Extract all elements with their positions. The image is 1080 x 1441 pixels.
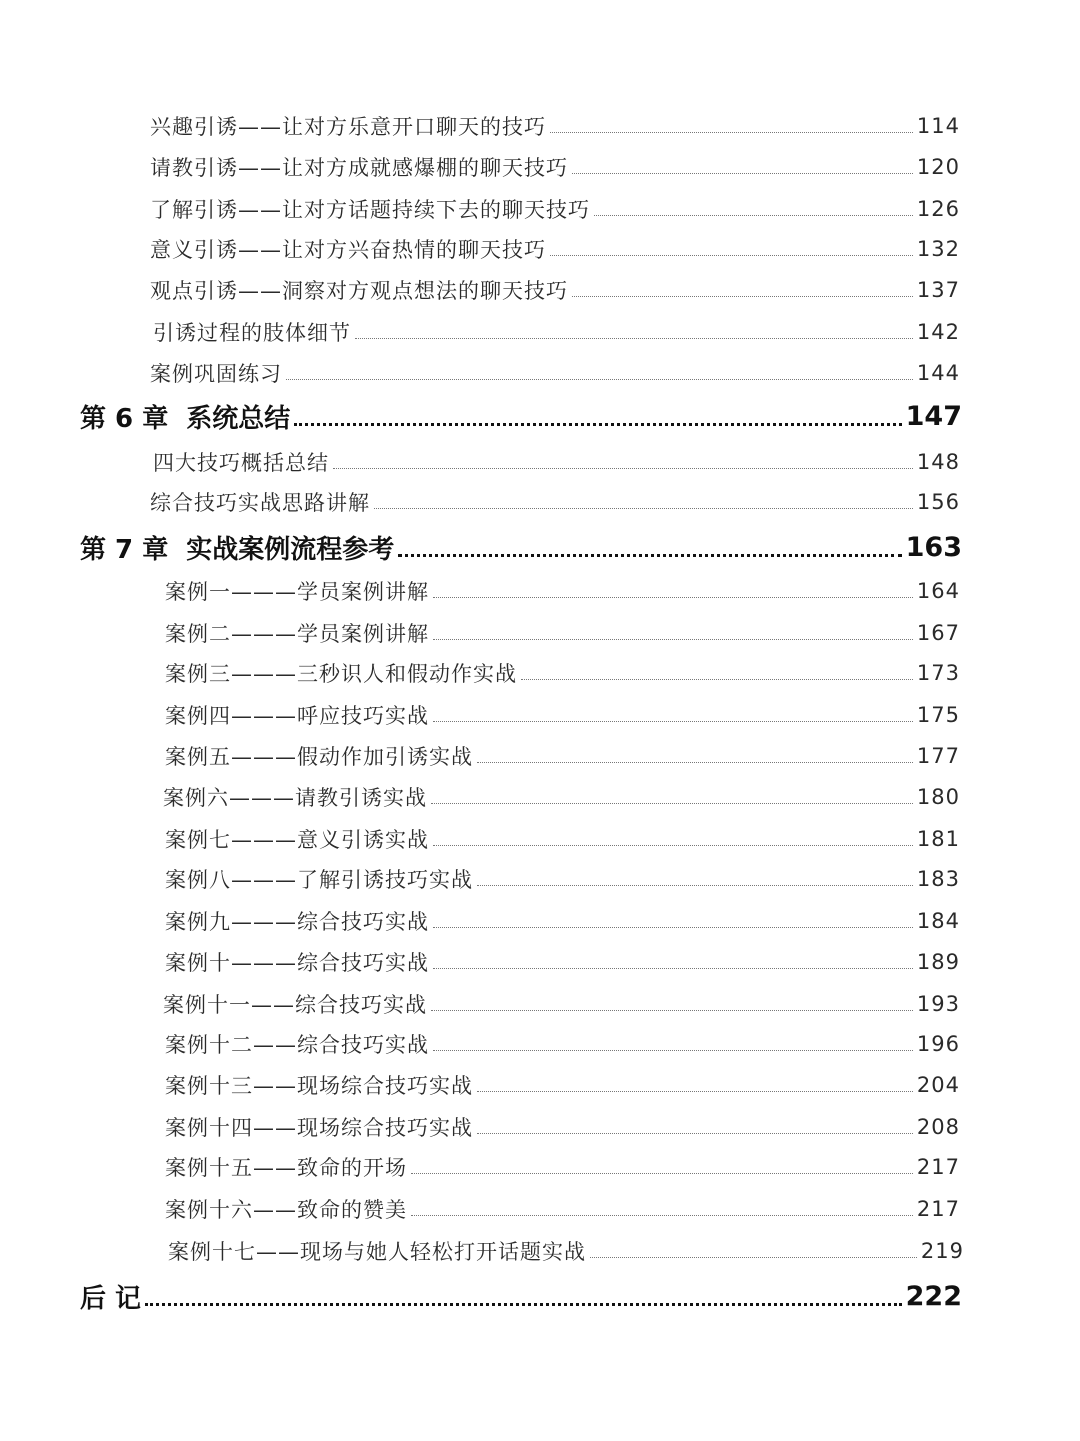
toc-chapter-title: 第 6 章 系统总结 <box>80 403 291 434</box>
toc-entry[interactable] <box>0 1029 1080 1059</box>
toc-entry-page: 189 <box>916 950 960 974</box>
toc-entry-title: 四大技巧概括总结 <box>153 451 329 475</box>
toc-entry[interactable] <box>0 989 1080 1019</box>
toc-entry-page: 184 <box>916 909 960 933</box>
dot-leader <box>433 968 913 969</box>
toc-entry-page: 173 <box>916 661 960 685</box>
toc-entry[interactable] <box>0 487 1080 517</box>
dot-leader <box>572 296 913 297</box>
toc-entry-title: 案例十六——致命的赞美 <box>165 1198 407 1222</box>
toc-entry-title: 案例六———请教引诱实战 <box>163 786 427 810</box>
toc-entry-page: 181 <box>916 827 960 851</box>
toc-entry-page: 148 <box>916 450 960 474</box>
toc-entry[interactable] <box>0 358 1080 388</box>
dot-leader <box>433 1050 913 1051</box>
dot-leader <box>477 885 913 886</box>
toc-entry[interactable] <box>0 658 1080 688</box>
dot-leader <box>433 845 913 846</box>
toc-entry-page: 204 <box>916 1073 960 1097</box>
toc-chapter-page: 163 <box>905 531 962 563</box>
toc-entry[interactable] <box>0 152 1080 182</box>
toc-entry-page: 175 <box>916 703 960 727</box>
dot-leader <box>433 927 913 928</box>
toc-entry-title: 案例二———学员案例讲解 <box>165 622 429 646</box>
dot-leader <box>550 132 913 133</box>
toc-entry-page: 142 <box>916 320 960 344</box>
toc-entry[interactable] <box>0 906 1080 936</box>
toc-entry-page: 114 <box>916 114 960 138</box>
toc-entry-page: 196 <box>916 1032 960 1056</box>
dot-leader <box>294 423 901 426</box>
toc-entry[interactable] <box>0 782 1080 812</box>
toc-chapter[interactable] <box>0 529 1080 565</box>
toc-chapter-page: 147 <box>905 400 962 432</box>
toc-entry[interactable] <box>0 824 1080 854</box>
toc-entry-title: 综合技巧实战思路讲解 <box>150 491 370 515</box>
toc-entry-page: 156 <box>916 490 960 514</box>
toc-chapter[interactable] <box>0 398 1080 434</box>
toc-entry-title: 请教引诱——让对方成就感爆棚的聊天技巧 <box>150 156 568 180</box>
toc-entry-title: 案例十一——综合技巧实战 <box>163 993 427 1017</box>
dot-leader <box>333 468 913 469</box>
toc-entry[interactable] <box>0 1236 1080 1266</box>
toc-entry-title: 案例八———了解引诱技巧实战 <box>165 868 473 892</box>
toc-entry[interactable] <box>0 1194 1080 1224</box>
dot-leader <box>411 1215 913 1216</box>
toc-entry-page: 137 <box>916 278 960 302</box>
toc-entry-title: 意义引诱——让对方兴奋热情的聊天技巧 <box>150 238 546 262</box>
toc-entry-title: 案例十二——综合技巧实战 <box>165 1033 429 1057</box>
dot-leader <box>145 1303 902 1306</box>
toc-entry-title: 案例一———学员案例讲解 <box>165 580 429 604</box>
toc-entry[interactable] <box>0 234 1080 264</box>
toc-entry[interactable] <box>0 864 1080 894</box>
toc-entry[interactable] <box>0 618 1080 648</box>
toc-entry[interactable] <box>0 275 1080 305</box>
toc-entry-page: 132 <box>916 237 960 261</box>
toc-entry-title: 案例十———综合技巧实战 <box>165 951 429 975</box>
dot-leader <box>594 215 913 216</box>
toc-entry-page: 217 <box>916 1197 960 1221</box>
toc-entry-title: 引诱过程的肢体细节 <box>153 321 351 345</box>
dot-leader <box>590 1257 917 1258</box>
toc-entry[interactable] <box>0 1070 1080 1100</box>
toc-entry-title: 兴趣引诱——让对方乐意开口聊天的技巧 <box>150 115 546 139</box>
toc-entry-page: 180 <box>916 785 960 809</box>
toc-entry-page: 126 <box>916 197 960 221</box>
dot-leader <box>433 597 913 598</box>
toc-entry-page: 219 <box>920 1239 964 1263</box>
dot-leader <box>411 1173 913 1174</box>
toc-entry-page: 167 <box>916 621 960 645</box>
toc-entry-page: 144 <box>916 361 960 385</box>
toc-entry-page: 183 <box>916 867 960 891</box>
dot-leader <box>433 639 913 640</box>
toc-entry-title: 案例十三——现场综合技巧实战 <box>165 1074 473 1098</box>
toc-entry-page: 120 <box>916 155 960 179</box>
toc-entry-title: 案例九———综合技巧实战 <box>165 910 429 934</box>
toc-entry[interactable] <box>0 447 1080 477</box>
toc-entry-title: 案例四———呼应技巧实战 <box>165 704 429 728</box>
toc-entry-page: 177 <box>916 744 960 768</box>
dot-leader <box>477 1091 913 1092</box>
toc-entry-page: 164 <box>916 579 960 603</box>
toc-entry-title: 案例十四——现场综合技巧实战 <box>165 1116 473 1140</box>
toc-entry-page: 208 <box>916 1115 960 1139</box>
dot-leader <box>355 338 913 339</box>
dot-leader <box>477 762 913 763</box>
toc-entry-title: 观点引诱——洞察对方观点想法的聊天技巧 <box>150 279 568 303</box>
toc-entry[interactable] <box>0 576 1080 606</box>
toc-entry[interactable] <box>0 317 1080 347</box>
dot-leader <box>398 554 901 557</box>
dot-leader <box>550 255 913 256</box>
dot-leader <box>431 803 913 804</box>
toc-entry-page: 193 <box>916 992 960 1016</box>
toc-chapter-title: 第 7 章 实战案例流程参考 <box>80 534 395 565</box>
toc-entry[interactable] <box>0 700 1080 730</box>
toc-entry[interactable] <box>0 947 1080 977</box>
dot-leader <box>433 721 913 722</box>
toc-entry-title: 案例五———假动作加引诱实战 <box>165 745 473 769</box>
dot-leader <box>374 508 913 509</box>
toc-entry-title: 了解引诱——让对方话题持续下去的聊天技巧 <box>150 198 590 222</box>
toc-entry[interactable] <box>0 1152 1080 1182</box>
dot-leader <box>431 1010 913 1011</box>
toc-entry[interactable] <box>0 741 1080 771</box>
dot-leader <box>572 173 913 174</box>
toc-chapter-page: 222 <box>905 1280 962 1312</box>
toc-entry[interactable] <box>0 194 1080 224</box>
toc-entry-title: 案例巩固练习 <box>150 362 282 386</box>
toc-entry-title: 案例三———三秒识人和假动作实战 <box>165 662 517 686</box>
toc-chapter-title: 后 记 <box>80 1283 142 1314</box>
toc-entry[interactable] <box>0 111 1080 141</box>
dot-leader <box>521 679 913 680</box>
toc-entry-title: 案例十七——现场与她人轻松打开话题实战 <box>168 1240 586 1264</box>
toc-entry[interactable] <box>0 1112 1080 1142</box>
toc-entry-title: 案例七———意义引诱实战 <box>165 828 429 852</box>
toc-entry-title: 案例十五——致命的开场 <box>165 1156 407 1180</box>
dot-leader <box>477 1133 913 1134</box>
toc-chapter[interactable] <box>0 1278 1080 1314</box>
toc-entry-page: 217 <box>916 1155 960 1179</box>
dot-leader <box>286 379 913 380</box>
